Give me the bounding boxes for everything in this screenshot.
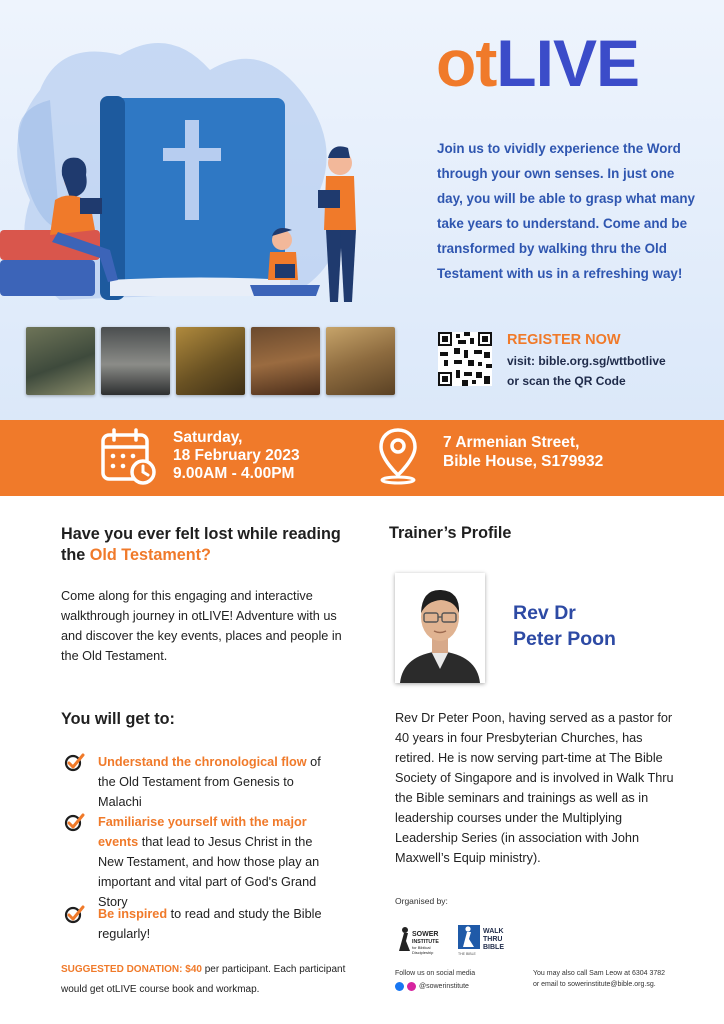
- question-heading-text: Have you ever felt lost while reading the: [61, 525, 341, 564]
- question-heading-accent: Old Testament?: [89, 546, 211, 564]
- svg-text:SOWER: SOWER: [412, 931, 439, 938]
- trainer-portrait: [395, 573, 485, 683]
- benefit-text: to read and study the Bible regularly!: [98, 907, 322, 941]
- checkmark-icon: [64, 812, 86, 832]
- svg-text:WALK: WALK: [483, 928, 504, 935]
- donation-text: per participant. Each participant would get otLIVE course book and workmap.: [61, 964, 346, 995]
- thumbnail-image: [176, 327, 245, 395]
- qr-code[interactable]: [438, 332, 492, 386]
- donation-amount: SUGGESTED DONATION: $40: [61, 964, 202, 975]
- donation-note: [61, 960, 351, 1000]
- svg-text:for Biblical: for Biblical: [412, 945, 431, 950]
- sower-institute-logo: [395, 925, 447, 955]
- contact-line-1: You may also call Sam Leow at 6304 3782: [533, 970, 666, 977]
- bible-illustration: [0, 30, 420, 320]
- svg-text:Discipleship: Discipleship: [412, 950, 434, 955]
- question-body: Come along for this engaging and interactive walkthrough journey in otLIVE! Adventure with us and discover the key events, places and people in the Old Testament.: [61, 589, 342, 663]
- location-pin-icon: [378, 427, 418, 485]
- event-time: 9.00AM - 4.00PM: [173, 465, 295, 482]
- question-heading: [61, 524, 351, 566]
- checkmark-icon: [64, 904, 86, 924]
- register-qr-text: or scan the QR Code: [507, 374, 626, 388]
- address-line-1: 7 Armenian Street,: [443, 434, 580, 451]
- benefits-heading: You will get to:: [61, 710, 175, 728]
- instagram-icon[interactable]: [407, 982, 416, 991]
- register-now-heading: REGISTER NOW: [507, 332, 621, 348]
- svg-text:THE BIBLE: THE BIBLE: [458, 952, 476, 956]
- otlive-logo: [436, 26, 639, 100]
- social-icons: [395, 982, 416, 991]
- facebook-icon[interactable]: [395, 982, 404, 991]
- intro-text: Join us to vividly experience the Word through your own senses. In just one day, you will be able to grasp what many take years to understand. Come and be transformed by walking thru the Old Testament with us in a refreshing way!: [437, 141, 695, 281]
- benefit-highlight: Be inspired: [98, 907, 168, 921]
- walk-thru-the-bible-logo: [457, 923, 521, 957]
- benefit-text: of the Old Testament from Genesis to Malachi: [98, 755, 321, 809]
- story-thumbnails: [26, 327, 395, 395]
- social-handle[interactable]: @sowerinstitute: [419, 983, 469, 990]
- trainer-profile-heading: Trainer’s Profile: [389, 524, 512, 542]
- trainer-name-line-1: Rev Dr: [513, 602, 576, 624]
- register-url[interactable]: visit: bible.org.sg/wttbotlive: [507, 354, 666, 368]
- thumbnail-image: [101, 327, 170, 395]
- thumbnail-image: [251, 327, 320, 395]
- benefit-text: that lead to Jesus Christ in the New Testament, and how those play an important and vital part of God's Grand Story: [98, 835, 320, 909]
- follow-text: Follow us on social media: [395, 970, 476, 977]
- svg-text:THRU: THRU: [483, 936, 503, 943]
- organised-by-label: Organised by:: [395, 896, 448, 906]
- trainer-name-line-2: Peter Poon: [513, 628, 616, 650]
- trainer-name: [513, 600, 673, 652]
- trainer-bio: Rev Dr Peter Poon, having served as a pastor for 40 years in four Presbyterian Churches, has retired. He is now serving part-time at The Bible Society of Singapore and is involved in Walk Thru the Bible seminars and trainings as well as in leadership courses under the Multiplying Leadership Series (in association with John Maxwell’s Equip ministry).: [395, 711, 674, 865]
- checkmark-icon: [64, 752, 86, 772]
- trainer-photo: [395, 573, 485, 683]
- svg-text:INSTITUTE: INSTITUTE: [412, 939, 439, 945]
- thumbnail-image: [26, 327, 95, 395]
- benefit-highlight: Familiarise yourself with the major events: [98, 815, 307, 849]
- svg-text:BIBLE: BIBLE: [483, 944, 504, 951]
- logo-ot-text: ot: [436, 26, 497, 100]
- contact-line-2: or email to sowerinstitute@bible.org.sg.: [533, 981, 656, 988]
- calendar-clock-icon: [100, 427, 158, 487]
- event-day: Saturday,: [173, 429, 243, 446]
- logo-live-text: LIVE: [496, 26, 639, 100]
- thumbnail-image: [326, 327, 395, 395]
- event-date: 18 February 2023: [173, 447, 300, 464]
- address-line-2: Bible House, S179932: [443, 453, 604, 470]
- benefit-highlight: Understand the chronological flow: [98, 755, 307, 769]
